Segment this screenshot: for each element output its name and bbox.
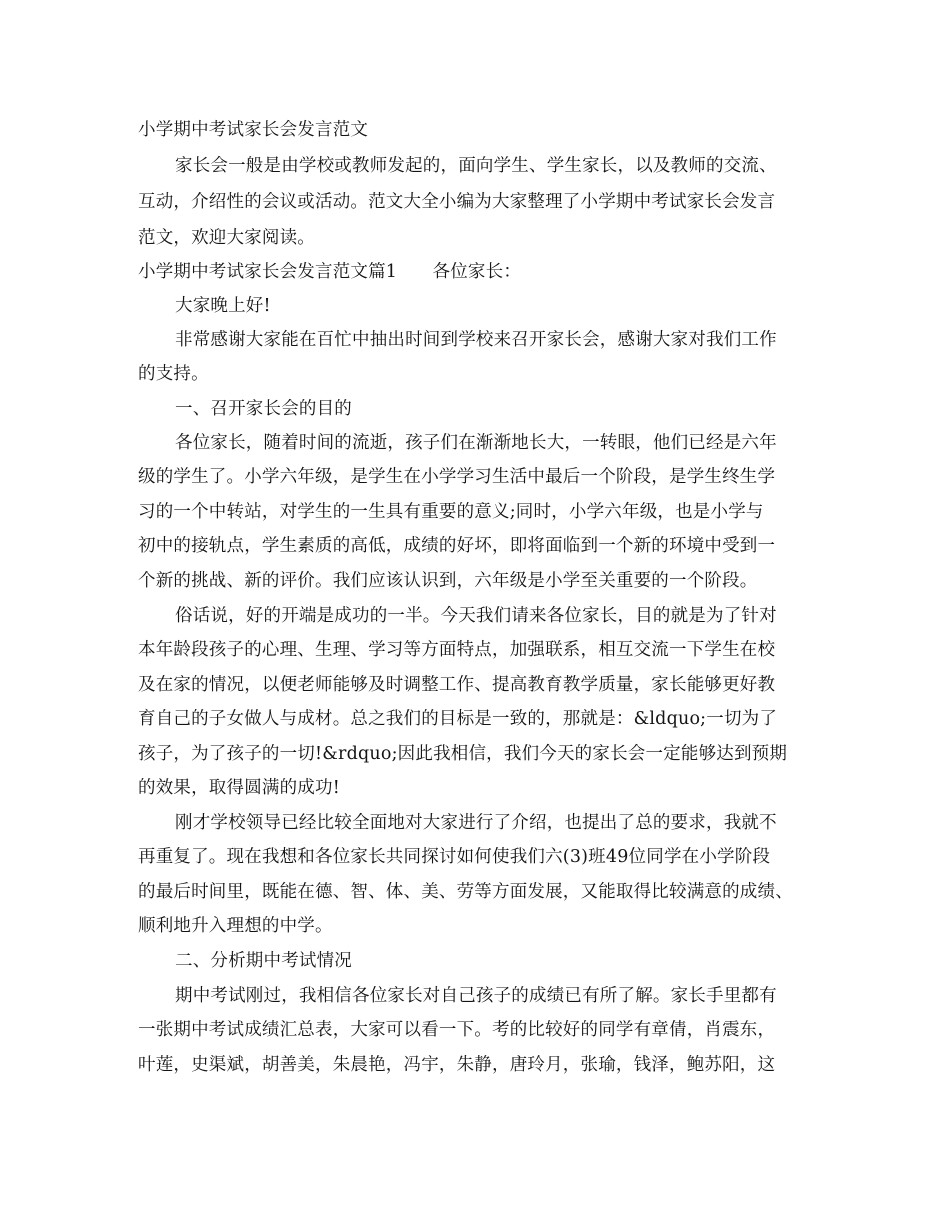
paragraph-line: 初中的接轨点，学生素质的高低，成绩的好坏，即将面临到一个新的环境中受到一 — [138, 536, 776, 556]
paragraph-line: 本年龄段孩子的心理、生理、学习等方面特点，加强联系，相互交流一下学生在校 — [138, 640, 776, 660]
paragraph-line: 互动，介绍性的会议或活动。范文大全小编为大家整理了小学期中考试家长会发言 — [138, 192, 776, 212]
paragraph-line: 再重复了。现在我想和各位家长共同探讨如何使我们六(3)班49位同学在小学阶段 — [138, 847, 771, 867]
paragraph-line: 期中考试刚过，我相信各位家长对自己孩子的成绩已有所了解。家长手里都有 — [175, 986, 777, 1006]
paragraph-line: 育自己的子女做人与成材。总之我们的目标是一致的，那就是：&ldquo;一切为了 — [138, 709, 778, 729]
paragraph-line: 家长会一般是由学校或教师发起的，面向学生、学生家长，以及教师的交流、 — [175, 156, 777, 176]
paragraph-line: 个新的挑战、新的评价。我们应该认识到，六年级是小学至关重要的一个阶段。 — [138, 571, 758, 591]
paragraph-line: 各位家长，随着时间的流逝，孩子们在渐渐地长大，一转眼，他们已经是六年 — [175, 433, 777, 453]
paragraph-line: 习的一个中转站，对学生的一生具有重要的意义;同时，小学六年级，也是小学与 — [138, 502, 764, 522]
paragraph-line: 顺利地升入理想的中学。 — [138, 916, 333, 936]
paragraph-line: 叶莲，史渠斌，胡善美，朱晨艳，冯宇，朱静，唐玲月，张瑜，钱泽，鲍苏阳，这 — [138, 1055, 776, 1075]
paragraph-line: 非常感谢大家能在百忙中抽出时间到学校来召开家长会，感谢大家对我们工作 — [175, 330, 777, 350]
paragraph-line: 级的学生了。小学六年级，是学生在小学学习生活中最后一个阶段，是学生终生学 — [138, 467, 776, 487]
subheading: 二、分析期中考试情况 — [175, 951, 352, 971]
document-title: 小学期中考试家长会发言范文 — [138, 120, 369, 140]
greeting-line: 大家晚上好! — [175, 296, 271, 316]
paragraph-line: 俗话说，好的开端是成功的一半。今天我们请来各位家长，目的就是为了针对 — [175, 606, 777, 626]
paragraph-line: 的效果，取得圆满的成功! — [138, 778, 340, 798]
paragraph-line: 刚才学校领导已经比较全面地对大家进行了介绍，也提出了总的要求，我就不 — [175, 813, 777, 833]
paragraph-line: 孩子，为了孩子的一切!&rdquo;因此我相信，我们今天的家长会一定能够达到预期 — [138, 744, 788, 764]
paragraph-line: 范文，欢迎大家阅读。 — [138, 228, 315, 248]
paragraph-line: 的最后时间里，既能在德、智、体、美、劳等方面发展，又能取得比较满意的成绩、 — [138, 882, 793, 902]
paragraph-line: 的支持。 — [138, 364, 209, 384]
section-heading: 小学期中考试家长会发言范文篇1 各位家长： — [138, 262, 522, 282]
paragraph-line: 及在家的情况，以便老师能够及时调整工作、提高教育教学质量，家长能够更好教 — [138, 675, 776, 695]
subheading: 一、召开家长会的目的 — [175, 399, 352, 419]
paragraph-line: 一张期中考试成绩汇总表，大家可以看一下。考的比较好的同学有章倩，肖震东， — [138, 1020, 776, 1040]
